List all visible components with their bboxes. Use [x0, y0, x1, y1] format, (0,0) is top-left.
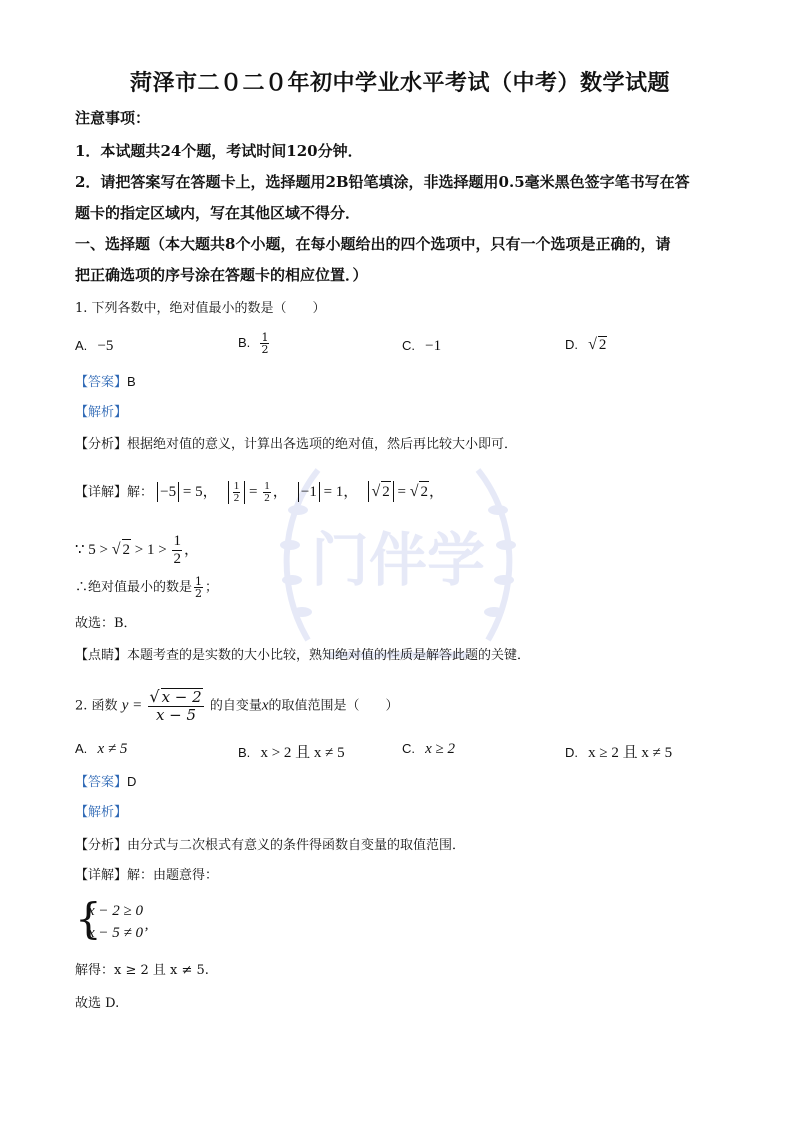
- q2-option-d: D. x ≥ 2 且 x ≠ 5: [565, 745, 673, 761]
- section1-line-2: 把正确选项的序号涂在答题卡的相应位置．）: [75, 266, 368, 284]
- page-title: 菏泽市二０二０年初中学业水平考试（中考）数学试题: [129, 70, 670, 96]
- q1-therefore: ∴绝对值最小的数是 $\frac{1}{2}$ ；: [75, 575, 219, 600]
- q1-option-b: B. $\frac{1}{2}$: [238, 331, 269, 356]
- q1-option-d: D. √ 2: [565, 336, 607, 353]
- q2-answer: 【答案】D: [75, 774, 137, 790]
- q1-option-a: A. −5: [75, 338, 114, 354]
- q1-choose: 故选：B．: [75, 616, 137, 631]
- q1-fenxi: 【分析】根据绝对值的意义，计算出各选项的绝对值，然后再比较大小即可．: [75, 437, 518, 452]
- notice-item-1: 1．本试题共24个题，考试时间120分钟．: [75, 142, 363, 160]
- q1-stem: 1. 下列各数中，绝对值最小的数是（ ）: [75, 301, 326, 316]
- watermark-text: 门伴学: [310, 526, 486, 594]
- q2-option-a: A. x ≠ 5: [75, 741, 128, 757]
- q2-stem: 2. 函数 y = $\frac{√ x - 2}{x - 5}$ 的自变量x的取值范围是（ ）: [75, 687, 399, 724]
- q2-option-b: B. x > 2 且 x ≠ 5: [238, 745, 345, 761]
- q1-dianjing: 【点睛】本题考查的是实数的大小比较，熟知绝对值的性质是解答此题的关键．: [75, 648, 531, 663]
- q1-detail: 【详解】解： −5 = 5， $\frac{1}{2}$ = $\frac{1}{2}$ ， −1 = 1， √ 2 = √ 2，: [75, 480, 444, 505]
- notice-heading: 注意事项：: [75, 109, 151, 127]
- q1-because-line: ∵ 5 > √ 2 > 1 > $\frac{1}{2}$ ，: [75, 533, 199, 567]
- q2-choose: 故选 D.: [75, 996, 120, 1011]
- q2-system-line-1: x − 2 ≥ 0: [88, 903, 144, 919]
- q2-solve: 解得：x ≥ 2 且 x ≠ 5.: [75, 963, 209, 978]
- q1-option-c: C. −1: [402, 338, 442, 354]
- section1-line-1: 一、选择题（本大题共8个小题，在每小题给出的四个选项中，只有一个选项是正确的，请: [75, 235, 671, 253]
- q1-answer: 【答案】B: [75, 374, 136, 390]
- q2-detail: 【详解】解：由题意得：: [75, 868, 219, 883]
- system-brace: {: [75, 894, 102, 943]
- watermark-logo: [268, 440, 528, 680]
- q2-fenxi: 【分析】由分式与二次根式有意义的条件得函数自变量的取值范围．: [75, 838, 466, 853]
- q2-option-c: C. x ≥ 2: [402, 741, 456, 757]
- notice-item-2-line-2: 题卡的指定区域内，写在其他区域不得分．: [75, 204, 361, 222]
- notice-item-2-line-1: 2．请把答案写在答题卡上，选择题用2B铅笔填涂，非选择题用0.5毫米黑色签字笔书写在答: [75, 173, 690, 191]
- q2-system-line-2: x − 5 ≠ 0’: [88, 925, 149, 941]
- q2-analysis-tag: 【解析】: [75, 805, 128, 820]
- q1-analysis-tag: 【解析】: [75, 405, 128, 420]
